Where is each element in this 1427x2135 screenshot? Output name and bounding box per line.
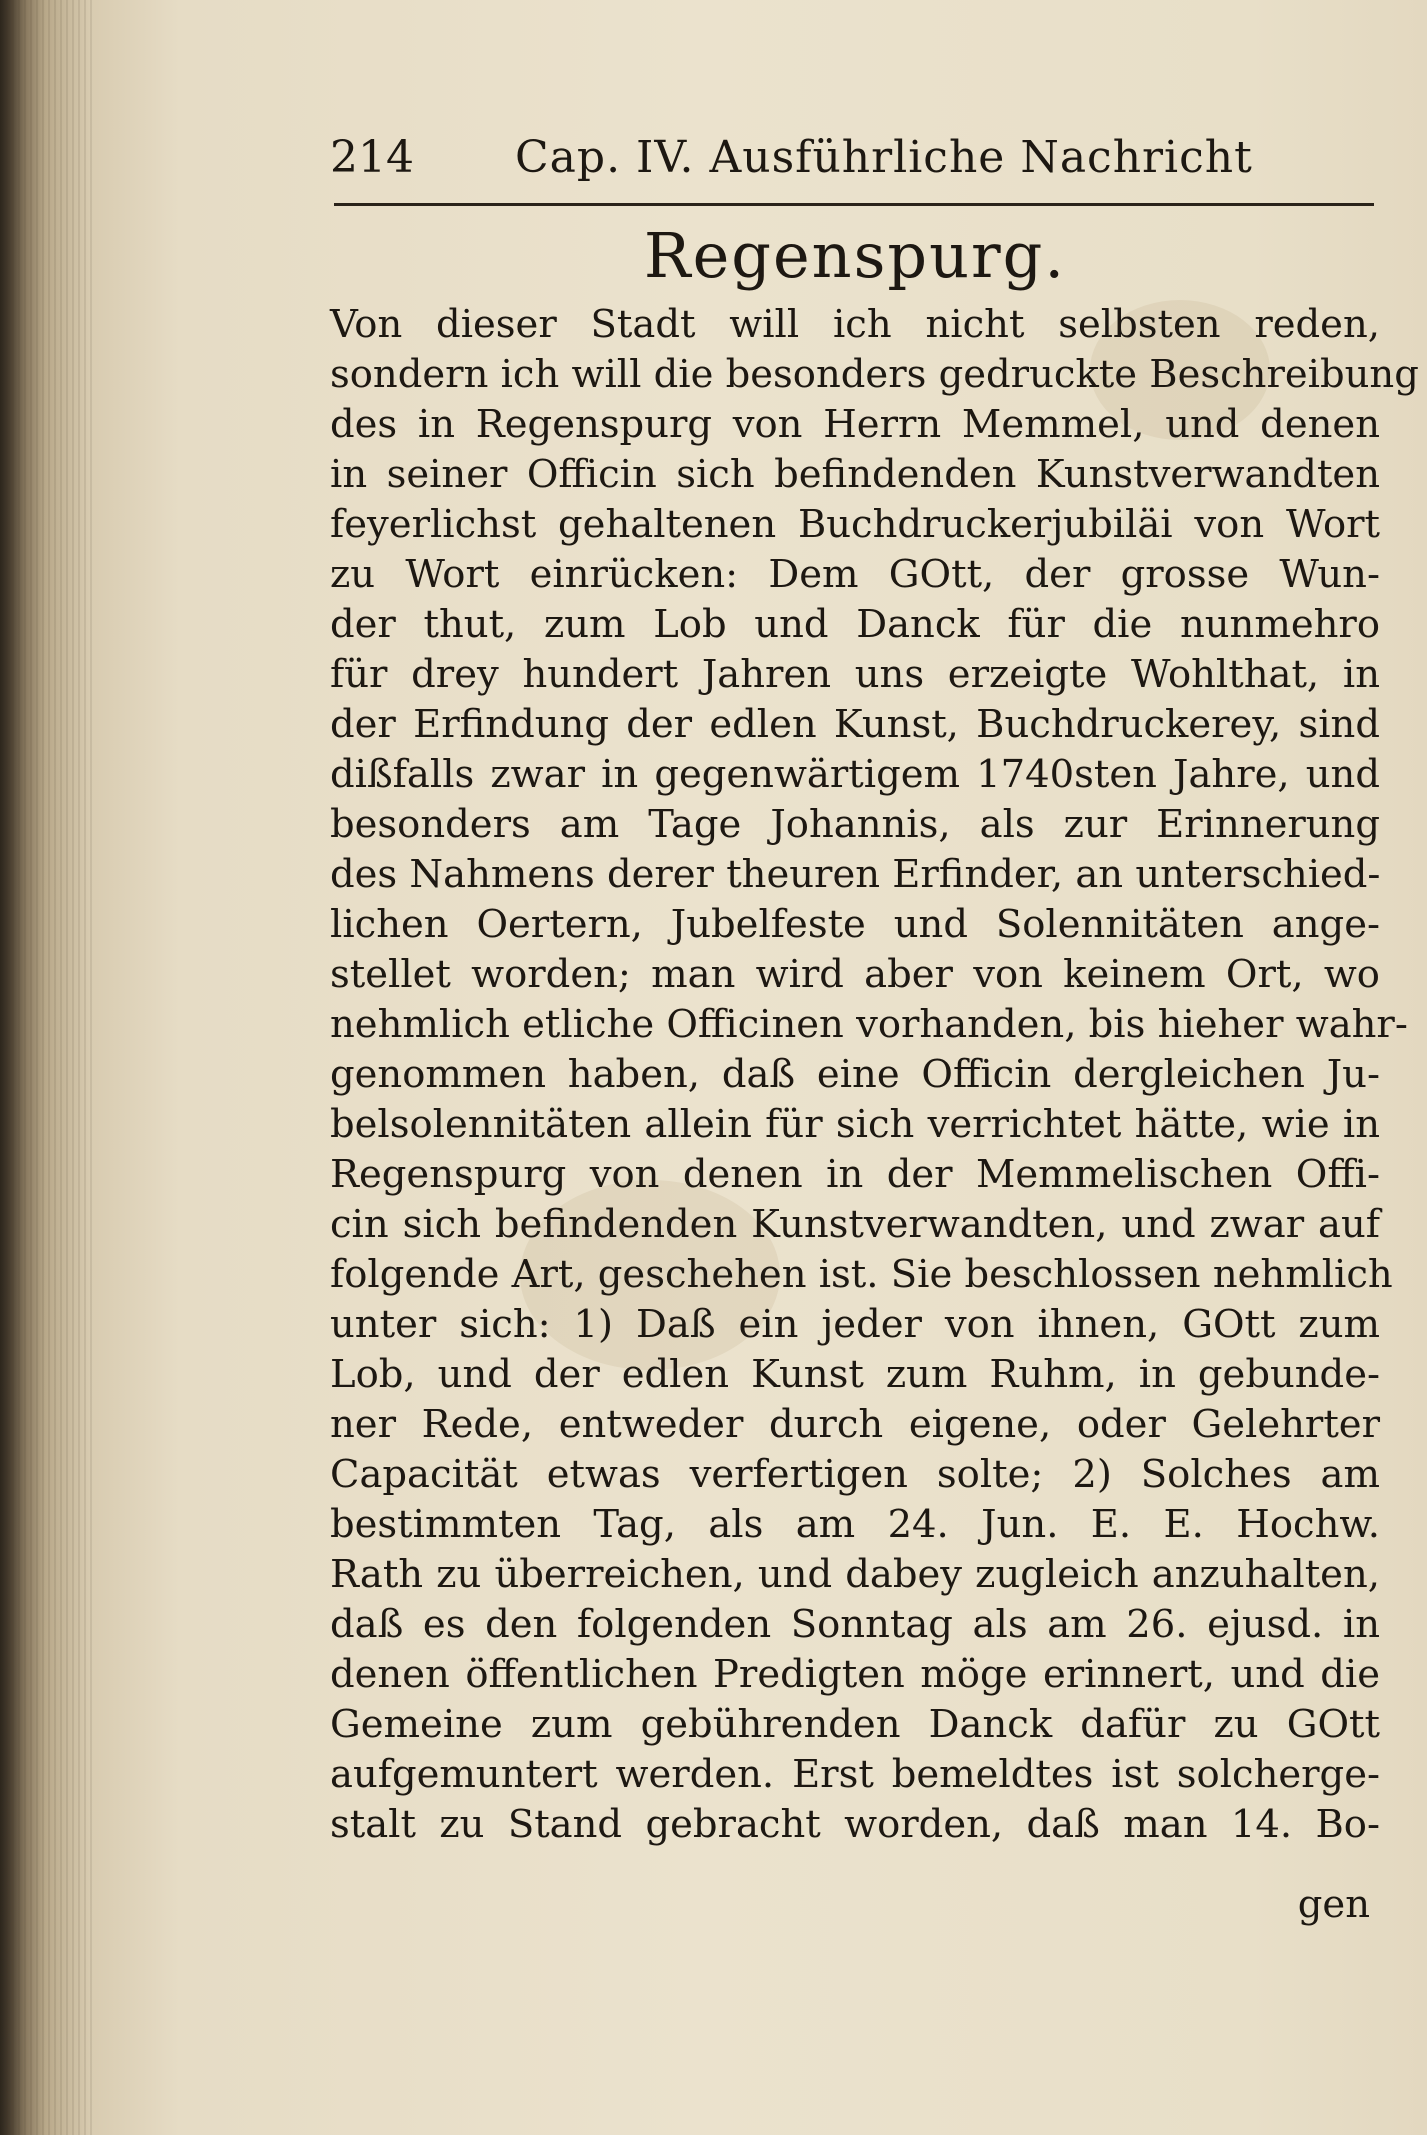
text-line: Von dieser Stadt will ich nicht selbsten reden, bbox=[330, 302, 1380, 347]
text-line: ner Rede, entweder durch eigene, oder Gelehrter bbox=[330, 1402, 1380, 1447]
text-line: Capacität etwas verfertigen solte; 2) Solches am bbox=[330, 1452, 1380, 1497]
text-line: für drey hundert Jahren uns erzeigte Wohlthat, in bbox=[330, 652, 1380, 697]
running-head: Cap. IV. Ausführliche Nachricht bbox=[515, 132, 1253, 183]
text-line: sondern ich will die besonders gedruckte Beschreibung bbox=[330, 352, 1419, 397]
text-line: lichen Oertern, Jubelfeste und Solennitäten ange- bbox=[330, 902, 1380, 947]
page-header bbox=[330, 128, 1380, 188]
text-line: Gemeine zum gebührenden Danck dafür zu GOtt bbox=[330, 1702, 1380, 1747]
page-number: 214 bbox=[330, 132, 414, 183]
text-line: zu Wort einrücken: Dem GOtt, der grosse Wun- bbox=[330, 552, 1380, 597]
text-line: aufgemuntert werden. Erst bemeldtes ist solcherge- bbox=[330, 1752, 1380, 1797]
text-line: stalt zu Stand gebracht worden, daß man 14. Bo- bbox=[330, 1802, 1380, 1847]
text-line: der Erfindung der edlen Kunst, Buchdruckerey, sind bbox=[330, 702, 1380, 747]
text-line: Rath zu überreichen, und dabey zugleich anzuhalten, bbox=[330, 1552, 1380, 1597]
header-rule bbox=[334, 203, 1374, 206]
text-line: folgende Art, geschehen ist. Sie beschlossen nehmlich bbox=[330, 1252, 1393, 1297]
text-line: Lob, und der edlen Kunst zum Ruhm, in gebunde- bbox=[330, 1352, 1380, 1397]
text-line: feyerlichst gehaltenen Buchdruckerjubiläi von Wort bbox=[330, 502, 1380, 547]
text-line: belsolennitäten allein für sich verrichtet hätte, wie in bbox=[330, 1102, 1380, 1147]
text-line: besonders am Tage Johannis, als zur Erinnerung bbox=[330, 802, 1380, 847]
text-line: nehmlich etliche Officinen vorhanden, bis hieher wahr- bbox=[330, 1002, 1408, 1047]
section-title: Regenspurg. bbox=[643, 219, 1067, 292]
text-line: denen öffentlichen Predigten möge erinnert, und die bbox=[330, 1652, 1380, 1697]
text-line: des in Regenspurg von Herrn Memmel, und denen bbox=[330, 402, 1380, 447]
text-line: dißfalls zwar in gegenwärtigem 1740sten Jahre, und bbox=[330, 752, 1380, 797]
text-line: unter sich: 1) Daß ein jeder von ihnen, GOtt zum bbox=[330, 1302, 1380, 1347]
text-line: daß es den folgenden Sonntag als am 26. ejusd. in bbox=[330, 1602, 1380, 1647]
text-block bbox=[330, 0, 1419, 2135]
text-line: der thut, zum Lob und Danck für die nunmehro bbox=[330, 602, 1380, 647]
text-line: bestimmten Tag, als am 24. Jun. E. E. Hochw. bbox=[330, 1502, 1380, 1547]
text-line: stellet worden; man wird aber von keinem Ort, wo bbox=[330, 952, 1380, 997]
catchword: gen bbox=[1297, 1882, 1370, 1927]
book-page-edges bbox=[0, 0, 96, 2135]
text-line: Regenspurg von denen in der Memmelischen Offi- bbox=[330, 1152, 1380, 1197]
text-line: genommen haben, daß eine Officin dergleichen Ju- bbox=[330, 1052, 1380, 1097]
text-line: des Nahmens derer theuren Erfinder, an unterschied- bbox=[330, 852, 1381, 897]
text-line: in seiner Officin sich befindenden Kunstverwandten bbox=[330, 452, 1380, 497]
text-line: cin sich befindenden Kunstverwandten, und zwar auf bbox=[330, 1202, 1380, 1247]
